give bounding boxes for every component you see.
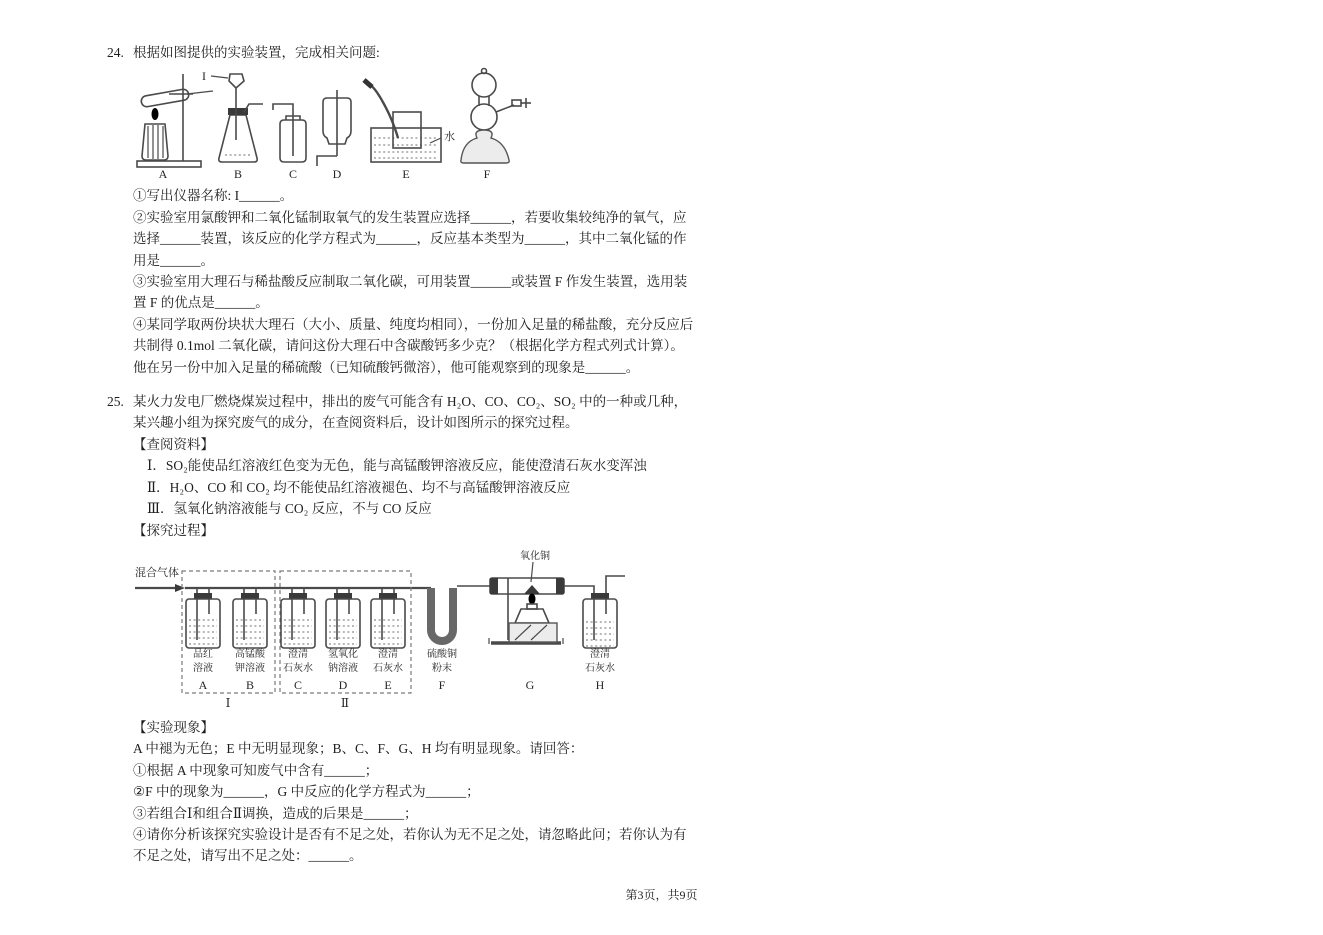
q25-item-4: ④请你分析该探究实验设计是否有不足之处，若你认为无不足之处，请忽略此问；若你认为有不足之处，请写出不足之处：______。 [133,826,687,864]
furnace-letter: G [525,677,535,692]
q24-item-3: ③实验室用大理石与稀盐酸反应制取二氧化碳，可用装置______或装置 F 作发生装置，选用装置 F 的优点是______。 [133,274,688,311]
bottle-d-label-1: 氢氧化 [328,648,358,660]
apparatus-letter-b: B [233,167,243,182]
utube-label-2: 粉末 [432,662,452,674]
apparatus-b-flask-with-funnel [202,69,263,162]
question-24-intro: 根据如图提供的实验装置，完成相关问题: [133,45,380,60]
apparatus-a-heating-setup [137,74,213,167]
furnace-g [457,549,564,692]
page-footer: 第3页，共9页 [625,888,698,902]
utube-label-1: 硫酸铜 [427,648,457,660]
bottle-e-label-2: 石灰水 [373,662,403,674]
wash-bottle-a [186,588,220,692]
utube-letter: F [438,677,446,692]
water-label: 水 [444,131,455,144]
material-item-2: Ⅱ．H₂O、CO 和 CO₂ 均不能使品红溶液褪色、均不与高锰酸钾溶液反应 [147,479,571,495]
apparatus-f-kipp-generator [461,69,531,164]
apparatus-c-gas-bottle [273,104,306,162]
question-25-number: 25. [107,394,124,410]
bottle-a-label-2: 溶液 [193,662,213,674]
apparatus-letter-f: F [483,167,491,182]
material-item-3: Ⅲ．氢氧化钠溶液能与 CO₂ 反应，不与 CO 反应 [147,501,432,517]
q25-result-intro: A 中褪为无色；E 中无明显现象；B、C、F、G、H 均有明显现象。请回答： [133,741,584,757]
bottle-a-letter: A [198,677,208,692]
funnel-label-I: I [202,69,206,84]
group1-label: Ⅰ [225,695,231,710]
q25-process-figure [133,546,673,714]
question-24 [107,42,697,378]
group2-label: Ⅱ [340,695,350,710]
bottle-c-label-2: 石灰水 [283,662,313,674]
bottle-e-letter: E [384,677,392,692]
apparatus-e-water-trough [364,80,455,162]
wash-bottle-d [326,588,360,692]
wash-bottle-e [371,588,405,692]
wash-bottle-b [233,588,267,692]
section-process-title: 【探究过程】 [133,522,214,538]
q25-item-2: ②F 中的现象为______，G 中反应的化学方程式为______； [133,784,480,800]
bottle-e-label-1: 澄清 [378,648,398,660]
end-bottle-letter: H [595,677,605,692]
q24-item-1: ①写出仪器名称: I______。 [133,188,294,204]
wash-bottle-c [281,588,315,692]
u-tube-f [427,588,457,692]
inlet-arrow [175,584,185,592]
cuo-label: 氧化铜 [520,550,550,562]
apparatus-letter-c: C [288,167,298,182]
q24-apparatus-figure [133,68,533,182]
apparatus-d-inverted-bottle [317,90,351,166]
bottle-d-label-2: 钠溶液 [328,662,358,674]
q25-item-1: ①根据 A 中现象可知废气中含有______； [133,762,379,778]
group1-dashed-box [182,571,275,693]
question-25-intro: 某火力发电厂燃烧煤炭过程中，排出的废气可能含有 H₂O、CO、CO₂、SO₂ 中的一种或几种，某兴趣小组为探究废气的成分，在查阅资料后，设计如图所示的探究过程。 [133,394,688,431]
question-25 [107,391,697,867]
bottle-b-label-2: 钾溶液 [235,662,265,674]
end-bottle-label-2: 石灰水 [585,662,615,674]
end-bottle-label-1: 澄清 [590,648,610,660]
bottle-a-label-1: 品红 [193,648,213,660]
bottle-c-letter: C [293,677,303,692]
question-24-number: 24. [107,45,124,60]
inlet-gas-label: 混合气体 [135,566,179,579]
bottle-c-label-1: 澄清 [288,648,308,660]
page-content [107,42,697,867]
bottle-b-letter: B [245,677,255,692]
section-materials-title: 【查阅资料】 [133,436,214,452]
q25-item-3: ③若组合Ⅰ和组合Ⅱ调换，造成的后果是______； [133,805,418,821]
section-result-title: 【实验现象】 [133,719,214,735]
apparatus-letter-d: D [332,167,342,182]
q24-item-4: ④某同学取两份块状大理石（大小、质量、纯度均相同），一份加入足量的稀盐酸，充分反应后共制得 0.1mol 二氧化碳，请问这份大理石中含碳酸钙多少克？（根据化学方程式列式计算）。他在另一份中加入足量的稀硫酸（已知硫酸钙微溶），他可能观察到的现象是______。 [133,316,694,375]
material-item-1: Ⅰ．SO₂能使品红溶液红色变为无色，能与高锰酸钾溶液反应，能使澄清石灰水变浑浊 [147,458,647,474]
end-bottle-h [564,576,625,692]
bottle-b-label-1: 高锰酸 [235,648,265,660]
apparatus-letter-a: A [158,167,168,182]
q24-item-2: ②实验室用氯酸钾和二氧化锰制取氧气的发生装置应选择______，若要收集较纯净的氧气，应选择______装置，该反应的化学方程式为______，反应基本类型为______，其中二氧化锰的作用是______。 [133,209,687,268]
apparatus-letter-e: E [402,167,410,182]
bottle-d-letter: D [338,677,348,692]
